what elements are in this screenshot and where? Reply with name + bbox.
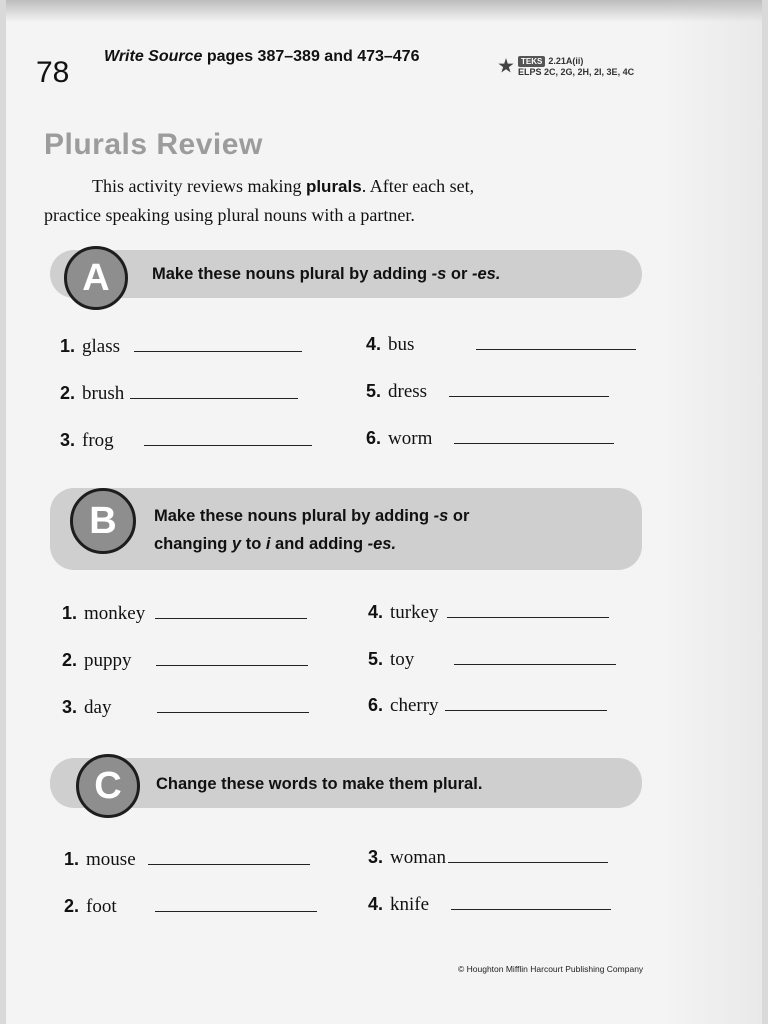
keyword-plurals: plurals <box>305 177 362 196</box>
list-item-a6: 6. worm <box>366 428 614 450</box>
section-a-letter: A <box>64 246 128 310</box>
copyright-notice: © Houghton Mifflin Harcourt Publishing Company <box>458 964 644 974</box>
list-item-b2: 2. puppy <box>62 650 308 672</box>
source-range-1: 387–389 <box>257 48 320 65</box>
answer-line[interactable] <box>148 863 310 865</box>
list-item-c2: 2. foot <box>64 896 317 918</box>
answer-line[interactable] <box>454 663 616 665</box>
list-item-b4: 4. turkey <box>368 602 609 624</box>
worksheet-page <box>6 0 762 1024</box>
answer-line[interactable] <box>449 395 609 397</box>
elps-codes: 2C, 2G, 2H, 2I, 3E, 4C <box>544 67 635 77</box>
answer-line[interactable] <box>130 397 298 399</box>
answer-line[interactable] <box>454 442 614 444</box>
page-number: 78 <box>36 56 70 89</box>
teks-badge: TEKS <box>518 56 545 67</box>
answer-line[interactable] <box>445 709 607 711</box>
scan-bleed <box>662 0 762 1024</box>
section-c-instruction: Change these words to make them plural. <box>156 775 483 793</box>
answer-line[interactable] <box>157 711 309 713</box>
page-title: Plurals Review <box>44 128 263 161</box>
answer-line[interactable] <box>476 348 636 350</box>
list-item-a3: 3. frog <box>60 430 312 452</box>
texas-star-icon <box>498 58 514 74</box>
answer-line[interactable] <box>156 664 308 666</box>
list-item-b5: 5. toy <box>368 649 616 671</box>
answer-line[interactable] <box>448 861 608 863</box>
section-a-instruction: Make these nouns plural by adding -s or -es. <box>152 265 501 283</box>
source-text: pages <box>202 48 258 65</box>
list-item-b6: 6. cherry <box>368 695 607 717</box>
list-item-a2: 2. brush <box>60 383 298 405</box>
teks-code: 2.21A(ii) <box>548 56 584 66</box>
section-b-instruction: Make these nouns plural by adding -s or changing y to i and adding -es. <box>154 507 470 553</box>
section-c-letter: C <box>76 754 140 818</box>
answer-line[interactable] <box>155 617 307 619</box>
section-b-letter: B <box>70 488 136 554</box>
source-and: and <box>319 48 358 65</box>
answer-line[interactable] <box>134 350 302 352</box>
source-reference <box>104 48 419 66</box>
list-item-a5: 5. dress <box>366 381 609 403</box>
standards-box <box>498 56 634 78</box>
list-item-a1: 1. glass <box>60 336 302 358</box>
list-item-c3: 3. woman <box>368 847 608 869</box>
list-item-c1: 1. mouse <box>64 849 310 871</box>
answer-line[interactable] <box>451 908 611 910</box>
source-title: Write Source <box>104 48 203 65</box>
source-range-2: 473–476 <box>357 48 420 65</box>
scan-shadow <box>6 0 762 22</box>
answer-line[interactable] <box>155 910 317 912</box>
list-item-b3: 3. day <box>62 697 309 719</box>
list-item-c4: 4. knife <box>368 894 611 916</box>
answer-line[interactable] <box>447 616 609 618</box>
intro-line-2: practice speaking using plural nouns with a partner. <box>44 205 415 225</box>
list-item-b1: 1. monkey <box>62 603 307 625</box>
elps-label: ELPS <box>518 67 542 77</box>
answer-line[interactable] <box>144 444 312 446</box>
intro-paragraph: This activity reviews making plurals. After each set, practice speaking using plural nouns with a partner. <box>44 176 475 225</box>
list-item-a4: 4. bus <box>366 334 636 356</box>
